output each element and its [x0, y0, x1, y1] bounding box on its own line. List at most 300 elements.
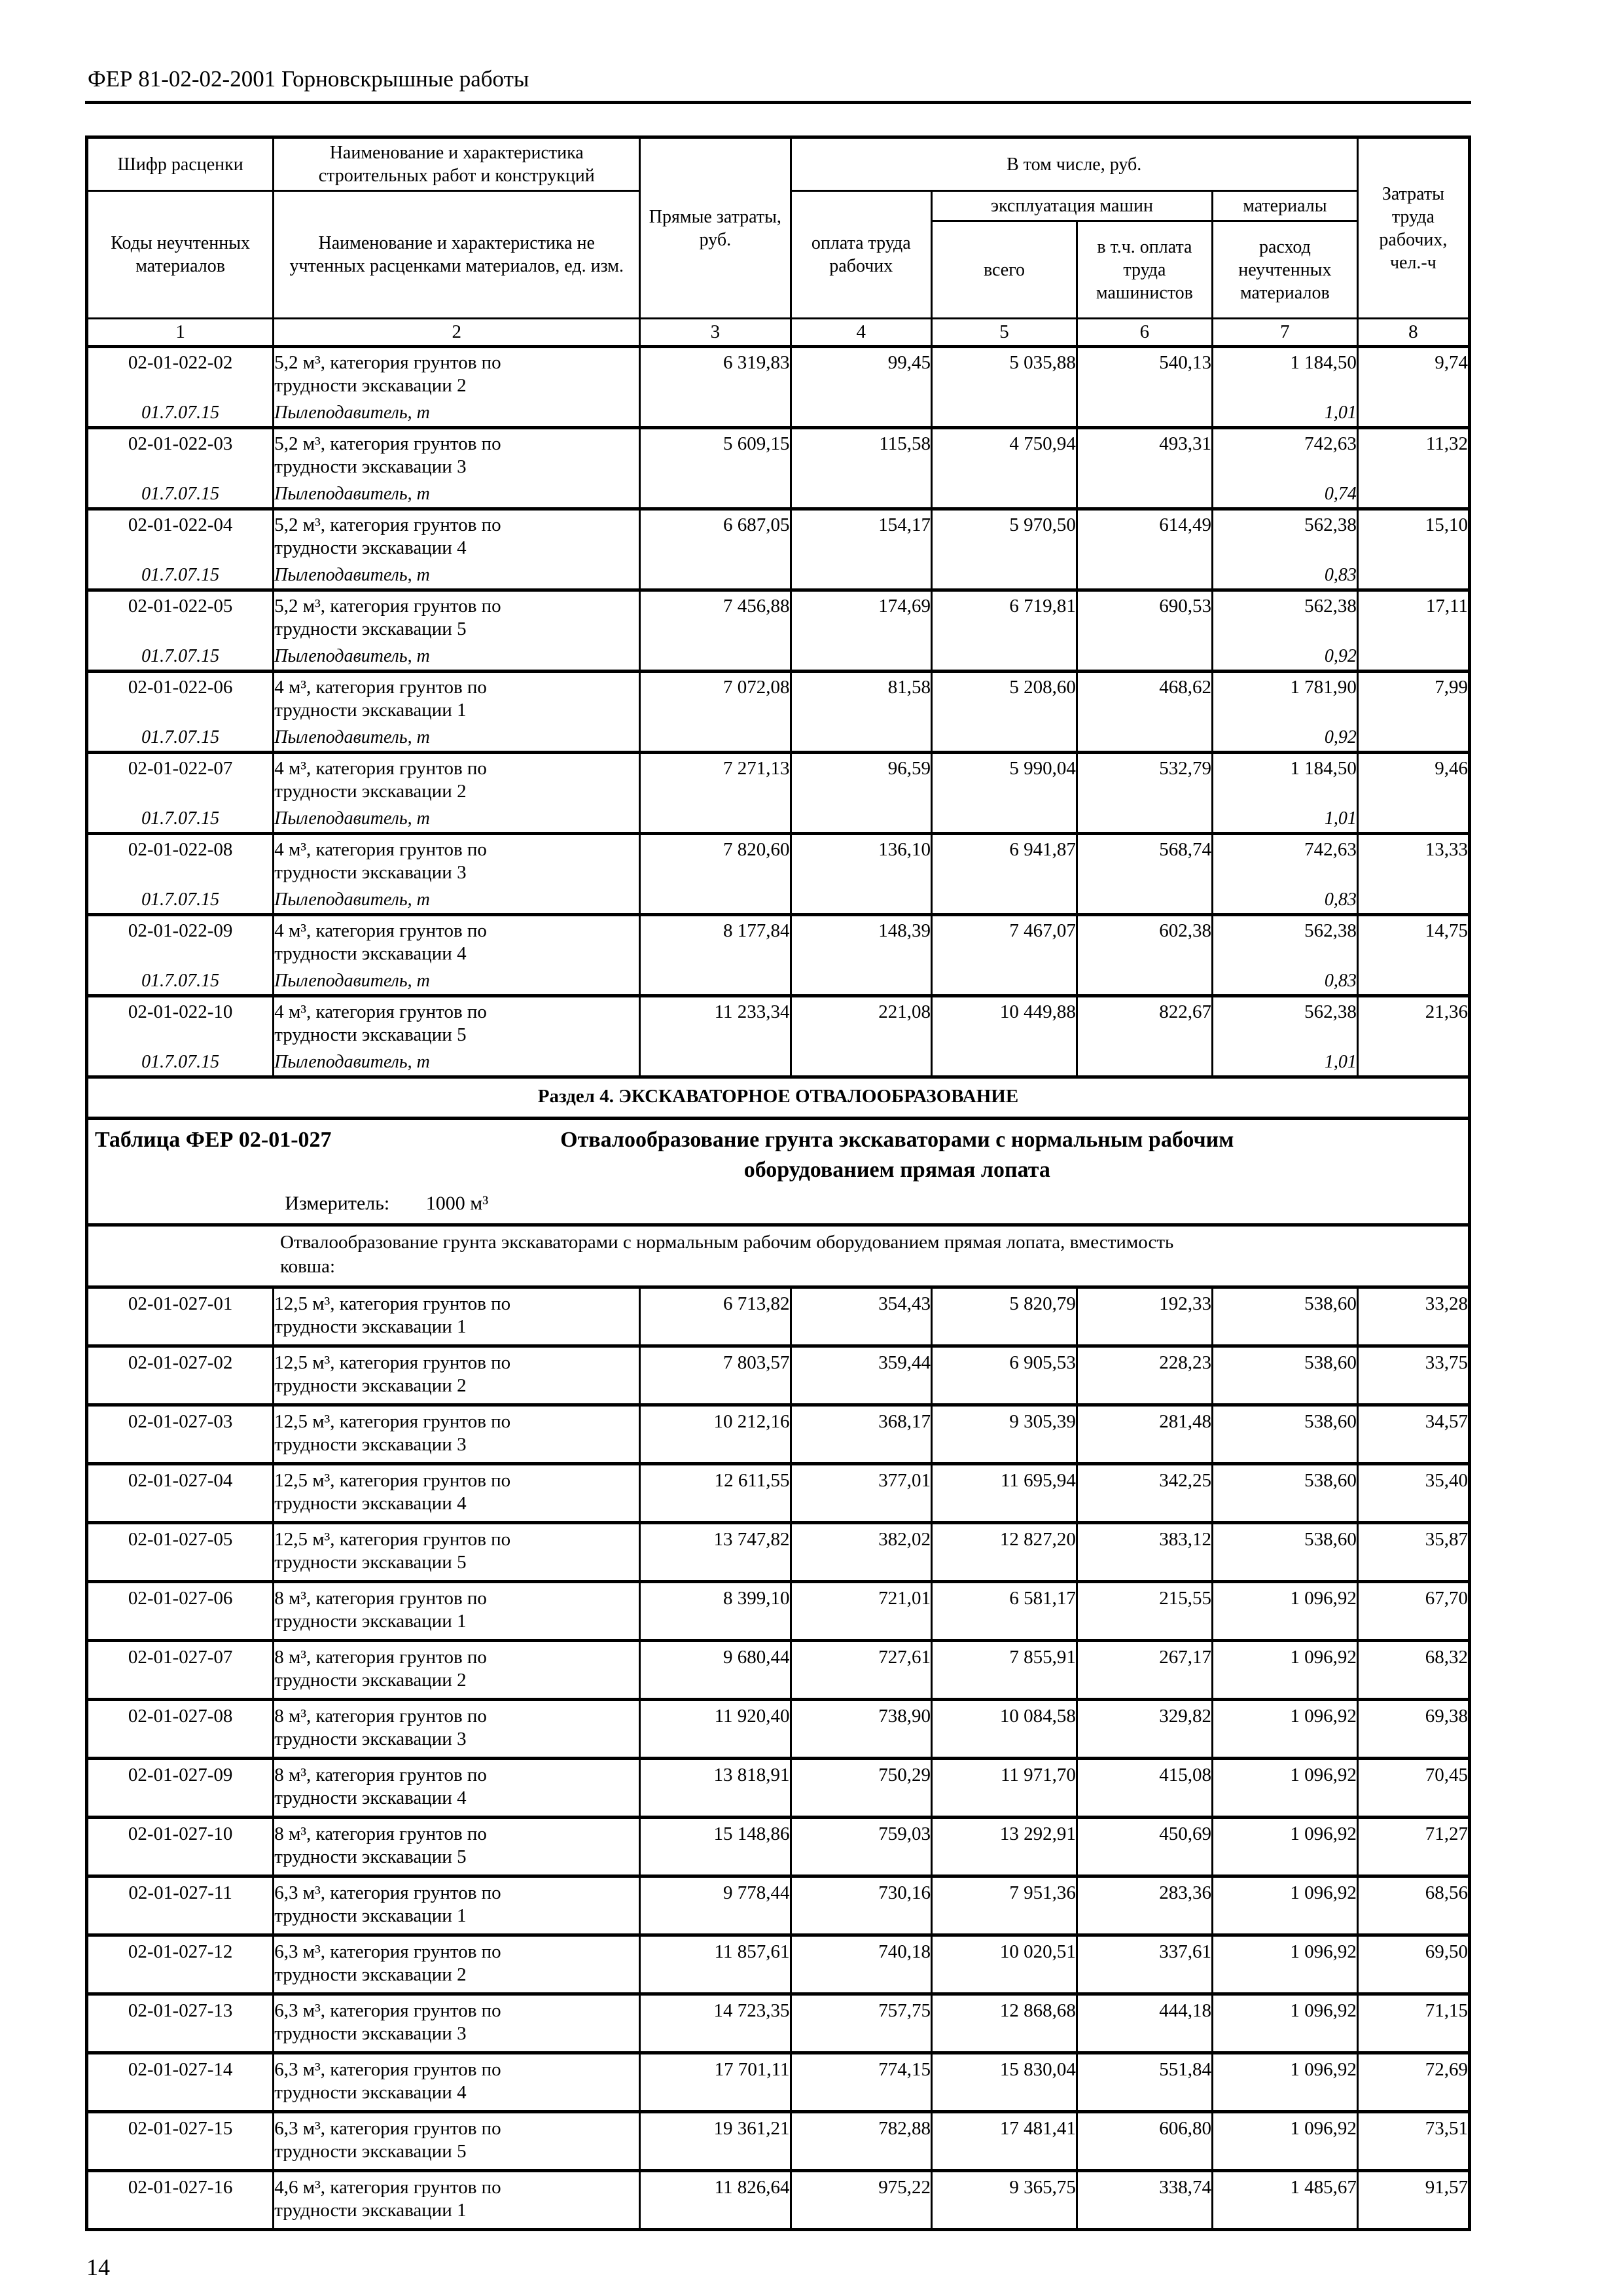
- rate-description: [274, 753, 640, 804]
- operators-pay-value: 540,13: [1077, 347, 1212, 398]
- workers-pay-value: 154,17: [791, 509, 932, 560]
- machines-total-value: 7 855,91: [932, 1641, 1077, 1700]
- column-number: 2: [274, 319, 640, 347]
- rate-block: [87, 2053, 1470, 2112]
- measurer-label: Измеритель:: [285, 1193, 390, 1214]
- workers-pay-value: 81,58: [791, 672, 932, 723]
- column-number: 5: [932, 319, 1077, 347]
- rate-code: 02-01-022-06: [87, 672, 274, 723]
- rate-description: [274, 1935, 640, 1994]
- rate-row: [87, 2171, 1470, 2230]
- direct-costs-value: 19 361,21: [640, 2112, 791, 2171]
- material-row: [87, 1047, 1470, 1077]
- rate-row: [87, 2053, 1470, 2112]
- rate-description-line2: трудности экскавации 2: [274, 1375, 467, 1396]
- workers-pay-value: 359,44: [791, 1346, 932, 1405]
- materials-value: 1 096,92: [1212, 1641, 1357, 1700]
- direct-costs-value: 9 778,44: [640, 1876, 791, 1935]
- rate-description-line2: трудности экскавации 3: [274, 456, 467, 477]
- direct-costs-value: 17 701,11: [640, 2053, 791, 2112]
- direct-costs-value: 7 820,60: [640, 834, 791, 885]
- workers-pay-value: 115,58: [791, 428, 932, 479]
- rate-description-line2: трудности экскавации 5: [274, 1846, 467, 1867]
- rate-description-line2: трудности экскавации 3: [274, 862, 467, 883]
- direct-costs-value: 7 072,08: [640, 672, 791, 723]
- rate-description-line1: 8 м³, категория грунтов по: [274, 1823, 487, 1844]
- operators-pay-value: 690,53: [1077, 590, 1212, 641]
- rate-code: 02-01-022-07: [87, 753, 274, 804]
- workers-pay-value: 148,39: [791, 915, 932, 966]
- rate-row: [87, 1523, 1470, 1582]
- rate-row: [87, 1346, 1470, 1405]
- material-code: 01.7.07.15: [87, 884, 274, 915]
- labor-hours-value: 7,99: [1357, 672, 1469, 723]
- rate-code: 02-01-022-03: [87, 428, 274, 479]
- rate-description: [274, 996, 640, 1047]
- rate-code: 02-01-027-01: [87, 1287, 274, 1346]
- rate-description-line1: 4 м³, категория грунтов по: [274, 1001, 487, 1022]
- rate-row: [87, 834, 1470, 885]
- direct-costs-value: 13 747,82: [640, 1523, 791, 1582]
- direct-costs-value: 11 826,64: [640, 2171, 791, 2230]
- header-rate-code: Шифр расценки: [87, 137, 274, 191]
- rate-description: [274, 1287, 640, 1346]
- rate-description-line1: 4 м³, категория грунтов по: [274, 920, 487, 941]
- table-title: [332, 1125, 1463, 1185]
- rate-row: [87, 2112, 1470, 2171]
- page-content: [85, 33, 1471, 2281]
- column-number: 4: [791, 319, 932, 347]
- rate-description-line2: трудности экскавации 4: [274, 1787, 467, 1808]
- workers-pay-value: 975,22: [791, 2171, 932, 2230]
- material-row: [87, 722, 1470, 753]
- rate-description: [274, 509, 640, 560]
- rate-description-line2: трудности экскавации 5: [274, 619, 467, 639]
- machines-total-value: 9 305,39: [932, 1405, 1077, 1464]
- labor-hours-value: 68,56: [1357, 1876, 1469, 1935]
- materials-value: 562,38: [1212, 996, 1357, 1047]
- material-code: 01.7.07.15: [87, 397, 274, 428]
- material-row: [87, 397, 1470, 428]
- machines-total-value: 7 467,07: [932, 915, 1077, 966]
- rate-description: [274, 347, 640, 398]
- group-intro-block: [87, 1225, 1470, 1287]
- machines-total-value: 11 971,70: [932, 1759, 1077, 1818]
- rate-description-line2: трудности экскавации 3: [274, 2023, 467, 2044]
- rate-description-line1: 12,5 м³, категория грунтов по: [274, 1470, 511, 1491]
- rate-block: [87, 1405, 1470, 1464]
- material-code: 01.7.07.15: [87, 1047, 274, 1077]
- workers-pay-value: 136,10: [791, 834, 932, 885]
- rate-code: 02-01-027-03: [87, 1405, 274, 1464]
- operators-pay-value: 614,49: [1077, 509, 1212, 560]
- rate-description-line1: 5,2 м³, категория грунтов по: [274, 352, 501, 373]
- rate-description-line2: трудности экскавации 4: [274, 1493, 467, 1514]
- rate-description-line1: 12,5 м³, категория грунтов по: [274, 1293, 511, 1314]
- rate-description-line1: 6,3 м³, категория грунтов по: [274, 2118, 501, 2139]
- rate-description-line1: 8 м³, категория грунтов по: [274, 1647, 487, 1668]
- workers-pay-value: 782,88: [791, 2112, 932, 2171]
- rate-description-line1: 12,5 м³, категория грунтов по: [274, 1352, 511, 1373]
- material-row: [87, 803, 1470, 834]
- machines-total-value: 6 905,53: [932, 1346, 1077, 1405]
- rate-code: 02-01-027-09: [87, 1759, 274, 1818]
- table-caption-block: [87, 1119, 1470, 1225]
- materials-value: 1 096,92: [1212, 1582, 1357, 1641]
- direct-costs-value: 6 319,83: [640, 347, 791, 398]
- operators-pay-value: 415,08: [1077, 1759, 1212, 1818]
- page-number: 14: [86, 2254, 110, 2280]
- rate-description-line1: 4,6 м³, категория грунтов по: [274, 2177, 501, 2198]
- machines-total-value: 6 941,87: [932, 834, 1077, 885]
- rate-block: [87, 834, 1470, 915]
- operators-pay-value: 606,80: [1077, 2112, 1212, 2171]
- rate-description-line1: 6,3 м³, категория грунтов по: [274, 2059, 501, 2080]
- direct-costs-value: 11 920,40: [640, 1700, 791, 1759]
- material-consumption-value: 1,01: [1212, 803, 1357, 834]
- rate-description: [274, 1582, 640, 1641]
- rate-block: [87, 1935, 1470, 1994]
- materials-value: 1 781,90: [1212, 672, 1357, 723]
- rate-code: 02-01-022-08: [87, 834, 274, 885]
- rate-block: [87, 1641, 1470, 1700]
- rate-description-line2: трудности экскавации 1: [274, 700, 467, 721]
- rate-row: [87, 428, 1470, 479]
- material-consumption-value: 0,92: [1212, 641, 1357, 672]
- materials-value: 1 096,92: [1212, 1700, 1357, 1759]
- measurer-value: 1000 м³: [425, 1193, 489, 1214]
- group-intro: [87, 1225, 1470, 1287]
- workers-pay-value: 96,59: [791, 753, 932, 804]
- materials-value: 1 096,92: [1212, 2053, 1357, 2112]
- header-row-1: [87, 137, 1470, 191]
- table-title-line2: оборудованием прямая лопата: [743, 1158, 1050, 1182]
- machines-total-value: 5 208,60: [932, 672, 1077, 723]
- materials-value: 538,60: [1212, 1346, 1357, 1405]
- rate-description-line2: трудности экскавации 5: [274, 2141, 467, 2162]
- rate-description-line1: 12,5 м³, категория грунтов по: [274, 1529, 511, 1550]
- operators-pay-value: 342,25: [1077, 1464, 1212, 1523]
- operators-pay-value: 822,67: [1077, 996, 1212, 1047]
- materials-value: 1 096,92: [1212, 1759, 1357, 1818]
- workers-pay-value: 382,02: [791, 1523, 932, 1582]
- rate-block: [87, 1700, 1470, 1759]
- rate-description-line1: 5,2 м³, категория грунтов по: [274, 596, 501, 617]
- material-consumption-value: 0,83: [1212, 965, 1357, 996]
- rate-code: 02-01-027-05: [87, 1523, 274, 1582]
- machines-total-value: 4 750,94: [932, 428, 1077, 479]
- material-code: 01.7.07.15: [87, 478, 274, 509]
- direct-costs-value: 11 233,34: [640, 996, 791, 1047]
- rate-code: 02-01-027-14: [87, 2053, 274, 2112]
- workers-pay-value: 730,16: [791, 1876, 932, 1935]
- machines-total-value: 5 990,04: [932, 753, 1077, 804]
- rate-block: [87, 1346, 1470, 1405]
- rate-row: [87, 915, 1470, 966]
- labor-hours-value: 69,38: [1357, 1700, 1469, 1759]
- rate-code: 02-01-027-04: [87, 1464, 274, 1523]
- workers-pay-value: 354,43: [791, 1287, 932, 1346]
- machines-total-value: 5 820,79: [932, 1287, 1077, 1346]
- rate-description: [274, 1759, 640, 1818]
- rate-description: [274, 1700, 640, 1759]
- group-intro-line2: ковша:: [279, 1256, 336, 1277]
- header-direct-costs: Прямые затраты, руб.: [640, 137, 791, 319]
- materials-value: 742,63: [1212, 428, 1357, 479]
- labor-hours-value: 15,10: [1357, 509, 1469, 560]
- rate-description-line2: трудности экскавации 2: [274, 1670, 467, 1691]
- direct-costs-value: 6 687,05: [640, 509, 791, 560]
- rate-code: 02-01-027-06: [87, 1582, 274, 1641]
- rate-description-line1: 8 м³, категория грунтов по: [274, 1588, 487, 1609]
- rate-description-line2: трудности экскавации 1: [274, 2200, 467, 2221]
- rate-description-line1: 8 м³, категория грунтов по: [274, 1706, 487, 1727]
- rate-description: [274, 1818, 640, 1876]
- machines-total-value: 5 035,88: [932, 347, 1077, 398]
- material-name: Пылеподавитель, т: [274, 478, 640, 509]
- material-code: 01.7.07.15: [87, 803, 274, 834]
- material-row: [87, 965, 1470, 996]
- rate-description-line2: трудности экскавации 3: [274, 1729, 467, 1749]
- rate-code: 02-01-027-15: [87, 2112, 274, 2171]
- rate-code: 02-01-027-16: [87, 2171, 274, 2230]
- labor-hours-value: 9,74: [1357, 347, 1469, 398]
- machines-total-value: 6 581,17: [932, 1582, 1077, 1641]
- group-intro-line1: Отвалообразование грунта экскаваторами с нормальным рабочим оборудованием прямая лопата, вместимость: [279, 1232, 1174, 1253]
- rate-block: [87, 753, 1470, 834]
- operators-pay-value: 532,79: [1077, 753, 1212, 804]
- rate-row: [87, 1700, 1470, 1759]
- operators-pay-value: 602,38: [1077, 915, 1212, 966]
- rate-description-line2: трудности экскавации 1: [274, 1316, 467, 1337]
- direct-costs-value: 11 857,61: [640, 1935, 791, 1994]
- labor-hours-value: 35,40: [1357, 1464, 1469, 1523]
- machines-total-value: 7 951,36: [932, 1876, 1077, 1935]
- rate-block: [87, 1759, 1470, 1818]
- rate-row: [87, 1818, 1470, 1876]
- direct-costs-value: 10 212,16: [640, 1405, 791, 1464]
- rate-description: [274, 2053, 640, 2112]
- rate-row: [87, 1464, 1470, 1523]
- rate-block: [87, 1582, 1470, 1641]
- workers-pay-value: 368,17: [791, 1405, 932, 1464]
- operators-pay-value: 192,33: [1077, 1287, 1212, 1346]
- labor-hours-value: 34,57: [1357, 1405, 1469, 1464]
- materials-value: 538,60: [1212, 1464, 1357, 1523]
- rate-description-line1: 6,3 м³, категория грунтов по: [274, 1882, 501, 1903]
- material-name: Пылеподавитель, т: [274, 803, 640, 834]
- material-code: 01.7.07.15: [87, 560, 274, 590]
- operators-pay-value: 383,12: [1077, 1523, 1212, 1582]
- column-number: 6: [1077, 319, 1212, 347]
- labor-hours-value: 33,28: [1357, 1287, 1469, 1346]
- rate-description: [274, 590, 640, 641]
- operators-pay-value: 337,61: [1077, 1935, 1212, 1994]
- machines-total-value: 10 020,51: [932, 1935, 1077, 1994]
- material-name: Пылеподавитель, т: [274, 1047, 640, 1077]
- rate-code: 02-01-027-08: [87, 1700, 274, 1759]
- machines-total-value: 5 970,50: [932, 509, 1077, 560]
- material-consumption-value: 0,83: [1212, 560, 1357, 590]
- rate-block: [87, 1287, 1470, 1346]
- rate-code: 02-01-022-10: [87, 996, 274, 1047]
- rate-code: 02-01-027-12: [87, 1935, 274, 1994]
- operators-pay-value: 267,17: [1077, 1641, 1212, 1700]
- rate-code: 02-01-027-11: [87, 1876, 274, 1935]
- rate-block: [87, 1876, 1470, 1935]
- rate-code: 02-01-027-10: [87, 1818, 274, 1876]
- workers-pay-value: 174,69: [791, 590, 932, 641]
- header-materials-consumption: расход неучтенных материалов: [1212, 221, 1357, 319]
- workers-pay-value: 221,08: [791, 996, 932, 1047]
- rate-row: [87, 1994, 1470, 2053]
- table-header: [87, 137, 1470, 347]
- rate-description: [274, 915, 640, 966]
- material-code: 01.7.07.15: [87, 641, 274, 672]
- material-row: [87, 641, 1470, 672]
- operators-pay-value: 283,36: [1077, 1876, 1212, 1935]
- rate-code: 02-01-022-05: [87, 590, 274, 641]
- rate-code: 02-01-027-02: [87, 1346, 274, 1405]
- direct-costs-value: 5 609,15: [640, 428, 791, 479]
- header-including: В том числе, руб.: [791, 137, 1357, 191]
- workers-pay-value: 721,01: [791, 1582, 932, 1641]
- operators-pay-value: 551,84: [1077, 2053, 1212, 2112]
- direct-costs-value: 14 723,35: [640, 1994, 791, 2053]
- table-label: Таблица ФЕР 02-01-027: [95, 1128, 332, 1152]
- rate-block: [87, 509, 1470, 590]
- direct-costs-value: 13 818,91: [640, 1759, 791, 1818]
- rate-block: [87, 428, 1470, 509]
- rate-description: [274, 1464, 640, 1523]
- material-name: Пылеподавитель, т: [274, 560, 640, 590]
- workers-pay-value: 99,45: [791, 347, 932, 398]
- header-machines-total: всего: [932, 221, 1077, 319]
- materials-value: 1 096,92: [1212, 2112, 1357, 2171]
- rate-description: [274, 1346, 640, 1405]
- section-title: Раздел 4. ЭКСКАВАТОРНОЕ ОТВАЛООБРАЗОВАНИЕ: [537, 1086, 1019, 1107]
- rate-description-line2: трудности экскавации 1: [274, 1905, 467, 1926]
- labor-hours-value: 11,32: [1357, 428, 1469, 479]
- rate-block: [87, 590, 1470, 672]
- operators-pay-value: 444,18: [1077, 1994, 1212, 2053]
- rate-description-line2: трудности экскавации 1: [274, 1611, 467, 1632]
- workers-pay-value: 740,18: [791, 1935, 932, 1994]
- material-code: 01.7.07.15: [87, 722, 274, 753]
- table-caption: [94, 1125, 1463, 1185]
- table-title-line1: Отвалообразование грунта экскаваторами с нормальным рабочим: [560, 1128, 1234, 1152]
- rate-description-line2: трудности экскавации 4: [274, 537, 467, 558]
- column-number: 8: [1357, 319, 1469, 347]
- material-code: 01.7.07.15: [87, 965, 274, 996]
- rate-row: [87, 1935, 1470, 1994]
- direct-costs-value: 6 713,82: [640, 1287, 791, 1346]
- material-name: Пылеподавитель, т: [274, 965, 640, 996]
- rate-row: [87, 753, 1470, 804]
- rate-description: [274, 2112, 640, 2171]
- materials-value: 1 485,67: [1212, 2171, 1357, 2230]
- materials-value: 1 096,92: [1212, 1994, 1357, 2053]
- operators-pay-value: 450,69: [1077, 1818, 1212, 1876]
- workers-pay-value: 738,90: [791, 1700, 932, 1759]
- rate-description: [274, 1994, 640, 2053]
- materials-value: 538,60: [1212, 1523, 1357, 1582]
- rate-block: [87, 915, 1470, 996]
- rate-row: [87, 1759, 1470, 1818]
- machines-total-value: 10 449,88: [932, 996, 1077, 1047]
- rate-row: [87, 1405, 1470, 1464]
- rate-block: [87, 1994, 1470, 2053]
- rate-description-line1: 8 м³, категория грунтов по: [274, 1765, 487, 1785]
- materials-value: 538,60: [1212, 1405, 1357, 1464]
- rate-description-line1: 4 м³, категория грунтов по: [274, 758, 487, 779]
- labor-hours-value: 14,75: [1357, 915, 1469, 966]
- operators-pay-value: 468,62: [1077, 672, 1212, 723]
- direct-costs-value: 12 611,55: [640, 1464, 791, 1523]
- rate-description: [274, 672, 640, 723]
- materials-value: 742,63: [1212, 834, 1357, 885]
- measurer: [285, 1192, 1463, 1215]
- header-materials: материалы: [1212, 191, 1357, 221]
- machines-total-value: 17 481,41: [932, 2112, 1077, 2171]
- rate-description: [274, 1876, 640, 1935]
- materials-value: 538,60: [1212, 1287, 1357, 1346]
- rate-block: [87, 2171, 1470, 2230]
- rate-row: [87, 590, 1470, 641]
- direct-costs-value: 8 177,84: [640, 915, 791, 966]
- rate-row: [87, 1641, 1470, 1700]
- material-consumption-value: 0,92: [1212, 722, 1357, 753]
- rate-description-line1: 5,2 м³, категория грунтов по: [274, 433, 501, 454]
- rate-description-line2: трудности экскавации 2: [274, 781, 467, 802]
- labor-hours-value: 68,32: [1357, 1641, 1469, 1700]
- rate-description: [274, 1523, 640, 1582]
- workers-pay-value: 759,03: [791, 1818, 932, 1876]
- rate-description-line1: 6,3 м³, категория грунтов по: [274, 2000, 501, 2021]
- machines-total-value: 12 868,68: [932, 1994, 1077, 2053]
- rate-block: [87, 1818, 1470, 1876]
- rate-description-line2: трудности экскавации 2: [274, 1964, 467, 1985]
- rate-description: [274, 2171, 640, 2230]
- material-name: Пылеподавитель, т: [274, 722, 640, 753]
- operators-pay-value: 338,74: [1077, 2171, 1212, 2230]
- rate-row: [87, 672, 1470, 723]
- rate-description-line1: 4 м³, категория грунтов по: [274, 839, 487, 860]
- header-machines: эксплуатация машин: [932, 191, 1213, 221]
- header-operators-pay: в т.ч. оплата труда машинистов: [1077, 221, 1212, 319]
- document-header: [85, 33, 1471, 104]
- rate-row: [87, 509, 1470, 560]
- rate-code: 02-01-022-09: [87, 915, 274, 966]
- rate-code: 02-01-022-02: [87, 347, 274, 398]
- labor-hours-value: 73,51: [1357, 2112, 1469, 2171]
- rate-row: [87, 1876, 1470, 1935]
- labor-hours-value: 72,69: [1357, 2053, 1469, 2112]
- rate-row: [87, 1582, 1470, 1641]
- header-labor-hours: Затраты труда рабочих, чел.-ч: [1357, 137, 1469, 319]
- material-row: [87, 560, 1470, 590]
- material-consumption-value: 1,01: [1212, 1047, 1357, 1077]
- header-material-codes: Коды неучтенных материалов: [87, 191, 274, 319]
- direct-costs-value: 7 803,57: [640, 1346, 791, 1405]
- operators-pay-value: 329,82: [1077, 1700, 1212, 1759]
- labor-hours-value: 21,36: [1357, 996, 1469, 1047]
- rate-row: [87, 1287, 1470, 1346]
- rate-description: [274, 1641, 640, 1700]
- material-consumption-value: 0,74: [1212, 478, 1357, 509]
- material-name: Пылеподавитель, т: [274, 397, 640, 428]
- material-row: [87, 478, 1470, 509]
